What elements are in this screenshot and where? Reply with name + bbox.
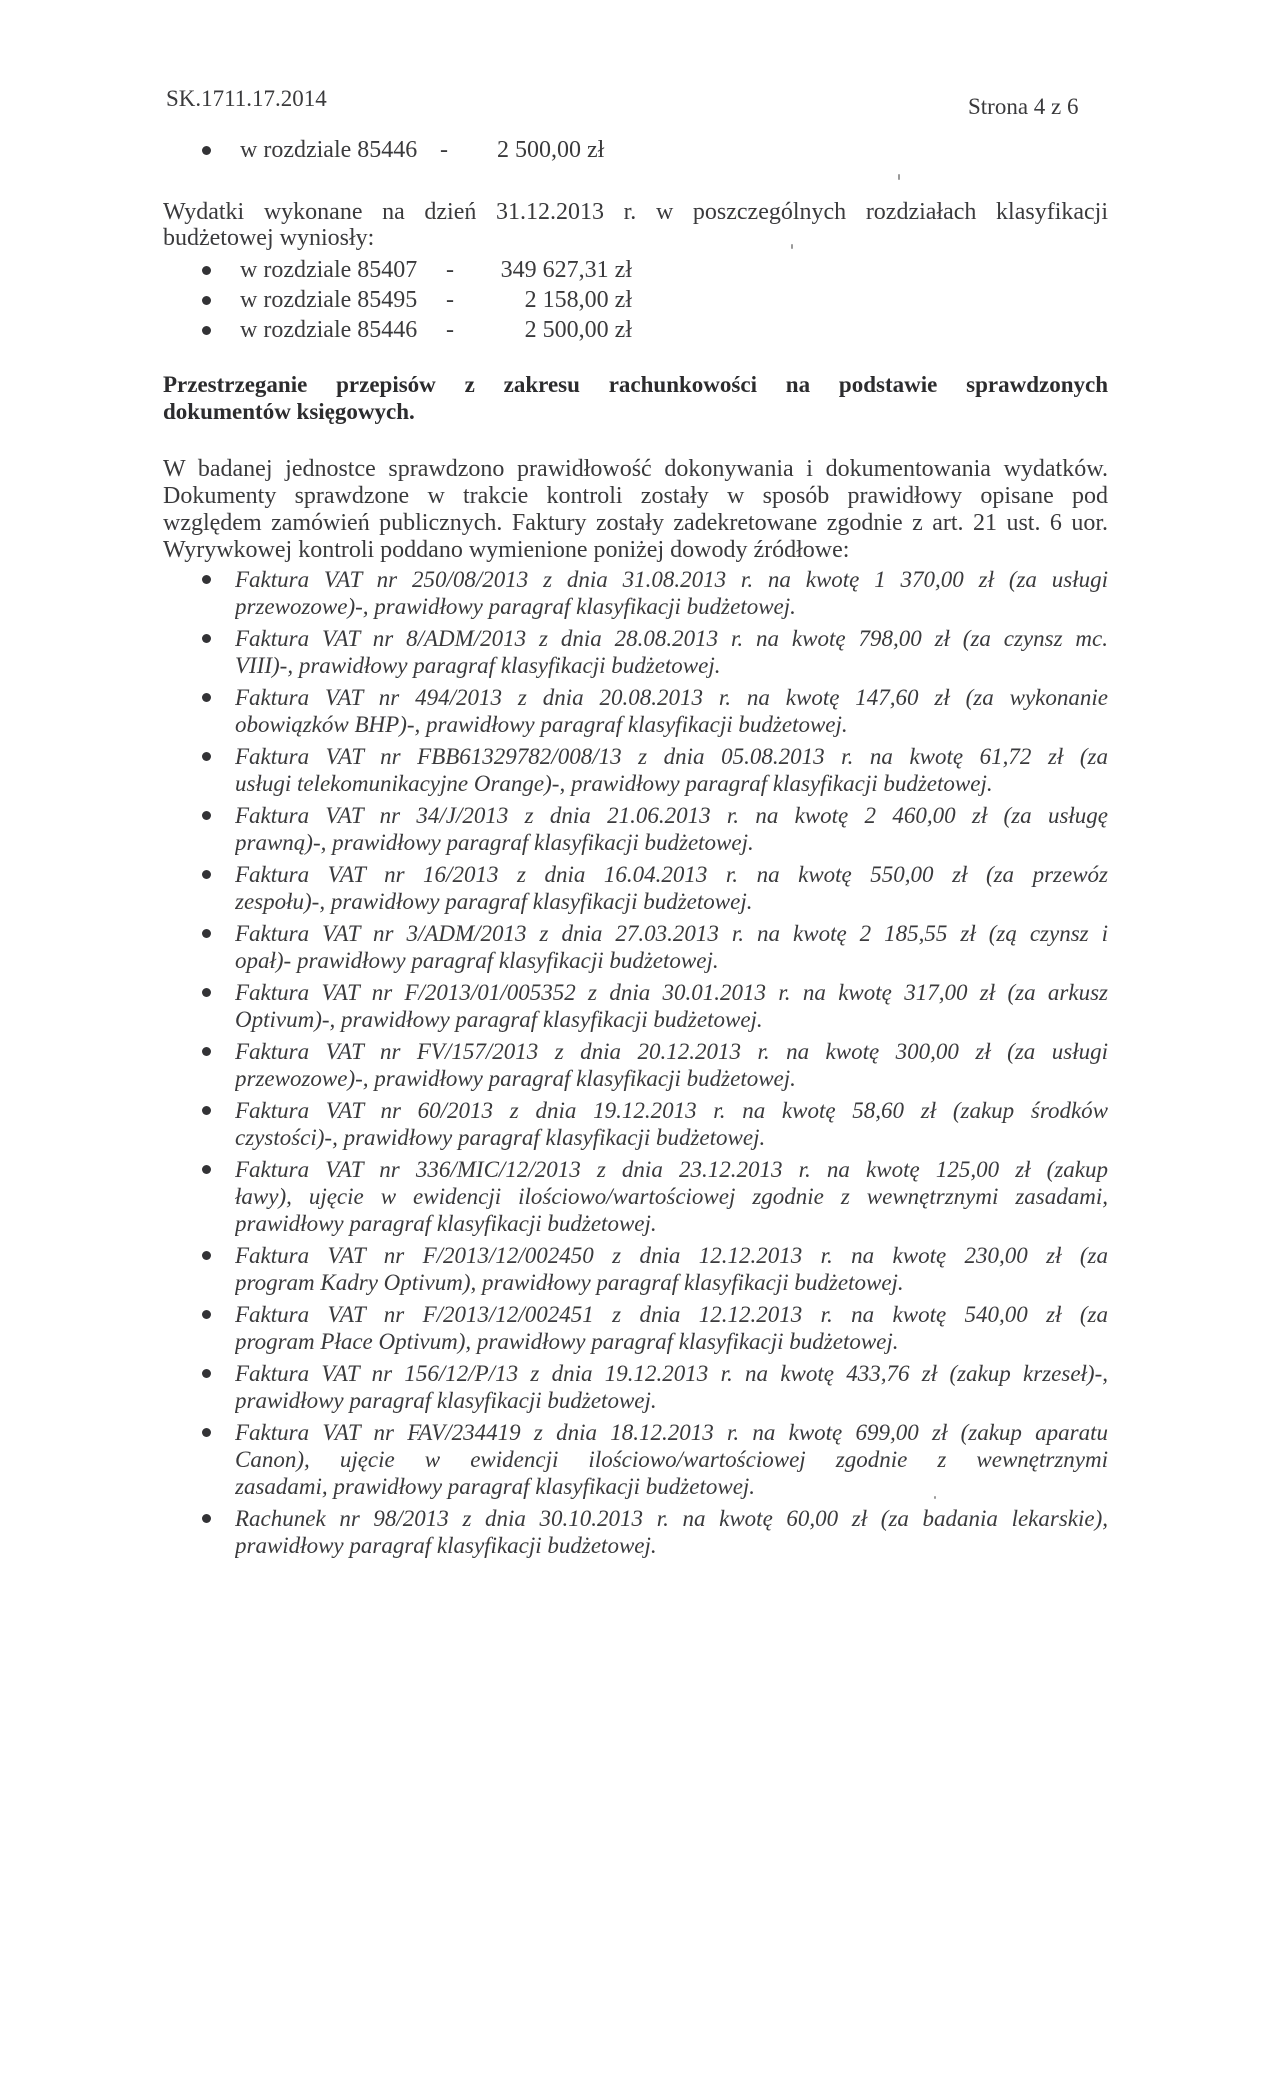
bullet-icon (202, 1251, 211, 1260)
document-line: Faktura VAT nr FBB61329782/008/13 z dnia 05.08.2013 r. na kwotę 61,72 zł (za (235, 744, 1108, 769)
document-line: prawidłowy paragraf klasyfikacji budżetowej. (235, 1388, 657, 1413)
document-line: przewozowe)-, prawidłowy paragraf klasyfikacji budżetowej. (235, 594, 796, 619)
document-line: Faktura VAT nr 250/08/2013 z dnia 31.08.2013 r. na kwotę 1 370,00 zł (za usługi (235, 567, 1108, 592)
paragraph-line: budżetowej wyniosły: (163, 225, 375, 251)
document-line: Faktura VAT nr 8/ADM/2013 z dnia 28.08.2013 r. na kwotę 798,00 zł (za czynsz mc. (235, 626, 1108, 651)
document-line: program Płace Optivum), prawidłowy paragraf klasyfikacji budżetowej. (235, 1329, 899, 1354)
source-document-item (196, 802, 1108, 856)
paragraph-line: Dokumenty sprawdzone w trakcie kontroli zostały w sposób prawidłowy opisane pod (163, 483, 1108, 509)
source-documents-list (196, 566, 1108, 1564)
bullet-icon (202, 988, 211, 997)
section-heading (163, 371, 1108, 425)
source-document-item (196, 1301, 1108, 1355)
document-line: VIII)-, prawidłowy paragraf klasyfikacji budżetowej. (235, 653, 721, 678)
amount-value: 349 627,31 zł (500, 257, 632, 283)
paragraph-line: względem zamówień publicznych. Faktury zostały zadekretowane zgodnie z art. 21 ust. 6 uor. (163, 510, 1108, 536)
amount-value: 2 158,00 zł (524, 287, 632, 313)
chapter-label: w rozdziale 85495 (240, 287, 418, 313)
document-line: Faktura VAT nr F/2013/12/002451 z dnia 12.12.2013 r. na kwotę 540,00 zł (za (235, 1302, 1108, 1327)
source-document-item (196, 566, 1108, 620)
bullet-icon (202, 929, 211, 938)
bullet-icon (202, 870, 211, 879)
source-document-item (196, 920, 1108, 974)
bullet-icon (202, 634, 211, 643)
source-document-item (196, 1505, 1108, 1559)
bullet-icon (202, 811, 211, 820)
document-line: czystości)-, prawidłowy paragraf klasyfikacji budżetowej. (235, 1125, 766, 1150)
bullet-icon (202, 575, 211, 584)
source-document-item (196, 979, 1108, 1033)
source-document-item (196, 1097, 1108, 1151)
document-line: program Kadry Optivum), prawidłowy paragraf klasyfikacji budżetowej. (235, 1270, 904, 1295)
document-line: Canon), ujęcie w ewidencji ilościowo/wartościowej zgodnie z wewnętrznymi (235, 1447, 1108, 1472)
document-reference-number: SK.1711.17.2014 (166, 86, 327, 111)
document-line: prawidłowy paragraf klasyfikacji budżetowej. (235, 1533, 657, 1558)
document-line: Faktura VAT nr 3/ADM/2013 z dnia 27.03.2013 r. na kwotę 2 185,55 zł (zą czynsz i (235, 921, 1108, 946)
source-document-item (196, 1156, 1108, 1237)
chapter-label: w rozdziale 85446 (240, 317, 418, 343)
document-line: usługi telekomunikacyjne Orange)-, prawidłowy paragraf klasyfikacji budżetowej. (235, 771, 993, 796)
bullet-icon (202, 693, 211, 702)
paragraph-line: Wyrywkowej kontroli poddano wymienione poniżej dowody źródłowe: (163, 537, 850, 563)
document-line: prawną)-, prawidłowy paragraf klasyfikacji budżetowej. (235, 830, 754, 855)
document-line: Faktura VAT nr F/2013/12/002450 z dnia 12.12.2013 r. na kwotę 230,00 zł (za (235, 1243, 1108, 1268)
chapter-label: w rozdziale 85446 (240, 137, 418, 163)
scan-speck (934, 1496, 936, 1499)
document-line: Faktura VAT nr 156/12/P/13 z dnia 19.12.2013 r. na kwotę 433,76 zł (zakup krzeseł)-, (235, 1361, 1108, 1386)
source-document-item (196, 684, 1108, 738)
bullet-icon (202, 296, 211, 305)
document-line: Faktura VAT nr 60/2013 z dnia 19.12.2013 r. na kwotę 58,60 zł (zakup środków (235, 1098, 1108, 1123)
source-document-item (196, 743, 1108, 797)
document-line: Faktura VAT nr 34/J/2013 z dnia 21.06.2013 r. na kwotę 2 460,00 zł (za usługę (235, 803, 1108, 828)
paragraph-line: Wydatki wykonane na dzień 31.12.2013 r. w poszczególnych rozdziałach klasyfikacji (163, 199, 1108, 225)
document-line: Faktura VAT nr F/2013/01/005352 z dnia 30.01.2013 r. na kwotę 317,00 zł (za arkusz (235, 980, 1108, 1005)
bullet-icon (202, 1428, 211, 1437)
source-document-item (196, 1242, 1108, 1296)
bullet-icon (202, 326, 211, 335)
amount-value: 2 500,00 zł (497, 137, 605, 163)
document-line: Optivum)-, prawidłowy paragraf klasyfikacji budżetowej. (235, 1007, 763, 1032)
bullet-icon (202, 1369, 211, 1378)
source-document-item (196, 1419, 1108, 1500)
document-line: Faktura VAT nr FAV/234419 z dnia 18.12.2013 r. na kwotę 699,00 zł (zakup aparatu (235, 1420, 1108, 1445)
expense-amount-row (196, 316, 676, 344)
bullet-icon (202, 266, 211, 275)
document-line: Rachunek nr 98/2013 z dnia 30.10.2013 r. na kwotę 60,00 zł (za badania lekarskie), (235, 1506, 1108, 1531)
document-line: Faktura VAT nr 494/2013 z dnia 20.08.2013 r. na kwotę 147,60 zł (za wykonanie (235, 685, 1108, 710)
bullet-icon (202, 1514, 211, 1523)
document-line: zespołu)-, prawidłowy paragraf klasyfikacji budżetowej. (235, 889, 753, 914)
expenses-intro-paragraph (163, 199, 1108, 251)
expense-amount-row (196, 256, 676, 284)
chapter-label: w rozdziale 85407 (240, 257, 418, 283)
page-number: Strona 4 z 6 (968, 94, 1079, 119)
document-line: obowiązków BHP)-, prawidłowy paragraf klasyfikacji budżetowej. (235, 712, 848, 737)
dash-separator: - (446, 317, 454, 343)
heading-line: Przestrzeganie przepisów z zakresu rachunkowości na podstawie sprawdzonych (163, 372, 1108, 397)
paragraph-line: W badanej jednostce sprawdzono prawidłowość dokonywania i dokumentowania wydatków. (163, 456, 1108, 482)
document-line: opał)- prawidłowy paragraf klasyfikacji budżetowej. (235, 948, 719, 973)
bullet-icon (202, 1310, 211, 1319)
source-document-item (196, 1038, 1108, 1092)
expense-amount-row (196, 286, 676, 314)
document-line: prawidłowy paragraf klasyfikacji budżetowej. (235, 1211, 657, 1236)
source-document-item (196, 861, 1108, 915)
planned-amount-row (196, 136, 676, 164)
scan-speck (791, 244, 793, 249)
dash-separator: - (446, 287, 454, 313)
bullet-icon (202, 1106, 211, 1115)
document-line: Faktura VAT nr FV/157/2013 z dnia 20.12.2013 r. na kwotę 300,00 zł (za usługi (235, 1039, 1108, 1064)
source-document-item (196, 1360, 1108, 1414)
amount-value: 2 500,00 zł (524, 317, 632, 343)
document-line: Faktura VAT nr 16/2013 z dnia 16.04.2013 r. na kwotę 550,00 zł (za przewóz (235, 862, 1108, 887)
document-line: zasadami, prawidłowy paragraf klasyfikacji budżetowej. (235, 1474, 756, 1499)
audit-paragraph (163, 456, 1108, 564)
dash-separator: - (440, 137, 448, 163)
bullet-icon (202, 752, 211, 761)
dash-separator: - (446, 257, 454, 283)
document-line: przewozowe)-, prawidłowy paragraf klasyfikacji budżetowej. (235, 1066, 796, 1091)
document-line: Faktura VAT nr 336/MIC/12/2013 z dnia 23.12.2013 r. na kwotę 125,00 zł (zakup (235, 1157, 1108, 1182)
document-line: ławy), ujęcie w ewidencji ilościowo/wartościowej zgodnie z wewnętrznymi zasadami, (235, 1184, 1108, 1209)
source-document-item (196, 625, 1108, 679)
bullet-icon (202, 146, 211, 155)
scan-speck (898, 174, 900, 180)
bullet-icon (202, 1165, 211, 1174)
bullet-icon (202, 1047, 211, 1056)
heading-line: dokumentów księgowych. (163, 399, 415, 424)
